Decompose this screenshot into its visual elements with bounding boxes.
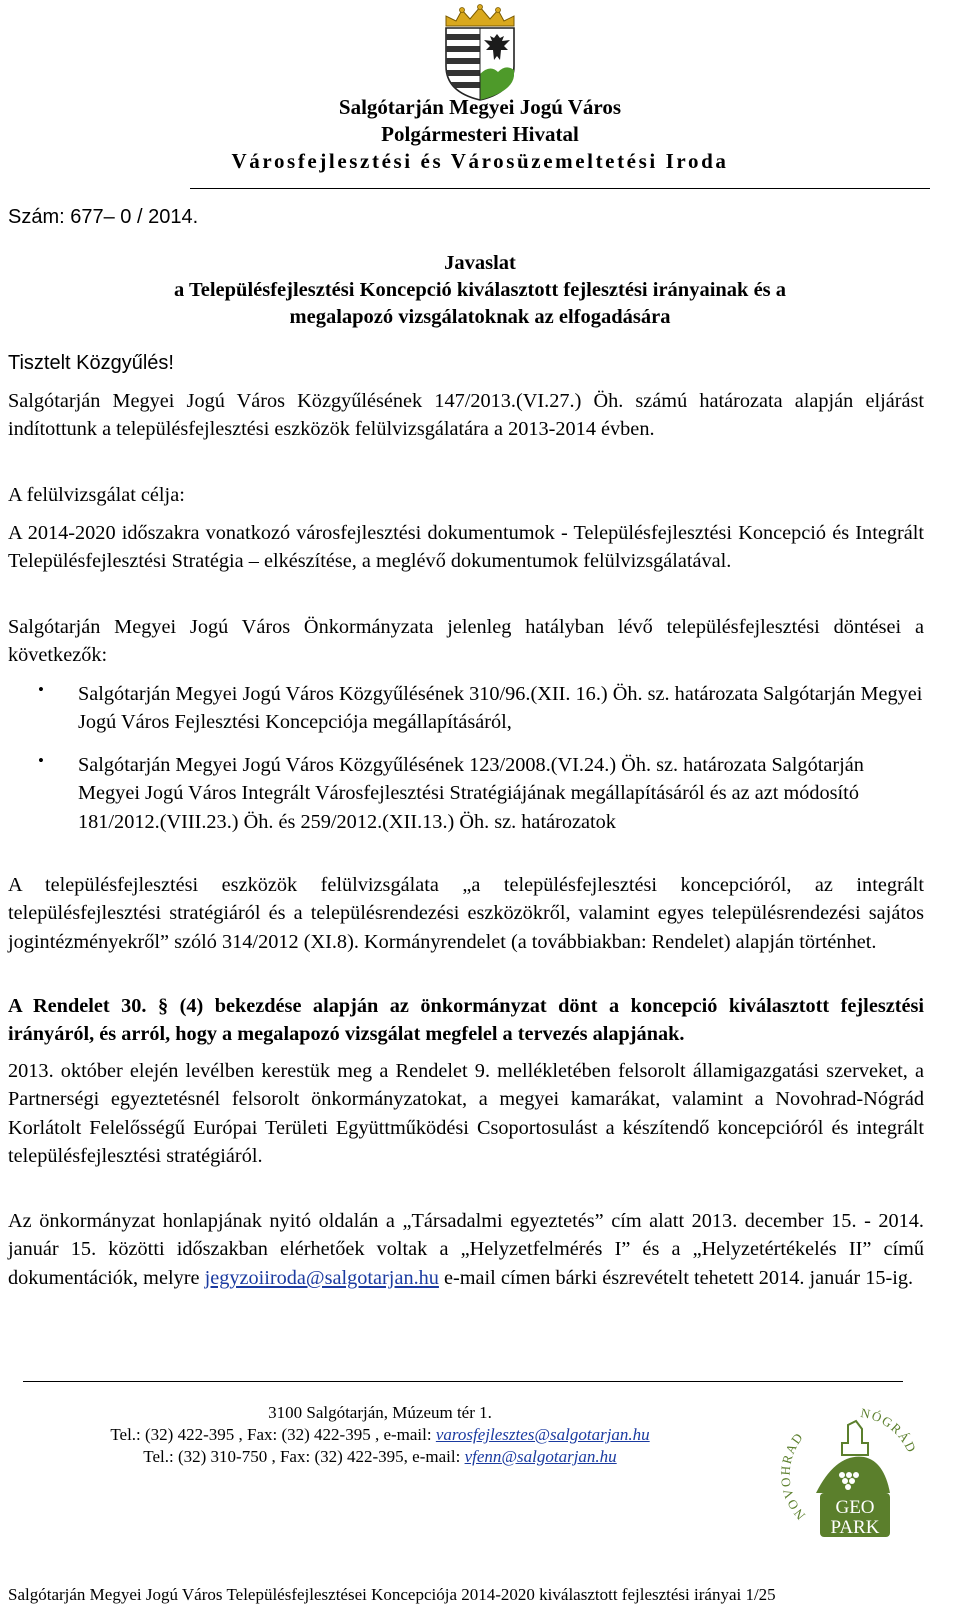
city-coat-of-arms [438,4,522,102]
header-department: Városfejlesztési és Városüzemeltetési Iroda [231,149,729,173]
paragraph-current-decisions: Salgótarján Megyei Jogú Város Önkormányzata jelenleg hatályban lévő településfejlesztési döntései a következők: [8,616,924,667]
paragraph-purpose-heading: A felülvizsgálat célja: [8,484,185,506]
salutation: Tisztelt Közgyűlés! [8,352,174,374]
svg-text:PARK: PARK [830,1517,880,1538]
header-office: Polgármesteri Hivatal [381,122,579,146]
proposal-title: Javaslat [444,252,516,274]
geopark-logo [776,1395,926,1545]
footer-divider [23,1381,903,1382]
bullet-marker: • [38,751,44,770]
header-divider [190,188,930,189]
svg-text:NÓGRÁD: NÓGRÁD [859,1404,920,1456]
footer-email-link[interactable]: vfenn@salgotarjan.hu [464,1447,617,1466]
paragraph-purpose: A 2014-2020 időszakra vonatkozó városfejlesztési dokumentumok - Településfejlesztési Koncepció és Integrált Településfejlesztési Stratégia – elkészítése, a meglévő dokumentumok felülvizsgálatával. [8,522,924,573]
list-item: Salgótarján Megyei Jogú Város Közgyűlésének 310/96.(XII. 16.) Öh. sz. határozata Salgótarján Megyei Jogú Város Fejlesztési Koncepciója megállapításáról, [78,683,923,734]
proposal-subtitle-line2: megalapozó vizsgálatoknak az elfogadására [289,306,671,328]
header-city-name: Salgótarján Megyei Jogú Város [338,95,622,119]
paragraph-legal-basis: A településfejlesztési eszközök felülvizsgálata „a településfejlesztési koncepcióról, az integrált településfejlesztési stratégiáról és a településrendezési eszközökről, valamint egyes településrendezési sajátos jogintézményekről” szóló 314/2012 (XI.8). Kormányrendelet (a továbbiakban: Rendelet) alapján történhet. [8,874,924,953]
svg-text:GEO: GEO [835,1497,875,1518]
paragraph-decree-bold: A Rendelet 30. § (4) bekezdése alapján az önkormányzat dönt a koncepció kiválasztott fejlesztési irányáról, és arról, hogy a megalapozó vizsgálat megfelel a tervezés alapjának. [8,995,924,1046]
footer-email-link[interactable]: varosfejlesztes@salgotarjan.hu [435,1425,650,1444]
paragraph-public-consultation: Az önkormányzat honlapjának nyitó oldalán a „Társadalmi egyeztetés” cím alatt 2013. december 15. - 2014. január 15. közötti időszakban elérhetőek voltak a „Helyzetfelmérés I” és a „Helyzetértékelés II” című dokumentációk, melyre jegyzoiiroda@salgotarjan.hu e-mail címen bárki észrevételt tehetett 2014. január 15-ig. [8,1210,924,1289]
page-footer-title: Salgótarján Megyei Jogú Város Településfejlesztései Koncepciója 2014-2020 kiválasztott fejlesztési irányai 1/25 [8,1585,776,1604]
paragraph-intro: Salgótarján Megyei Jogú Város Közgyűlésének 147/2013.(VI.27.) Öh. számú határozata alapján eljárást indítottunk a településfejlesztési eszközök felülvizsgálatára a 2013-2014 évben. [8,390,924,441]
document-number: Szám: 677– 0 / 2014. [8,206,199,228]
paragraph-consultation: 2013. október elején levélben kerestük meg a Rendelet 9. mellékletében felsorolt államigazgatási szerveket, a Partnerségi egyeztetésnél felsorolt önkormányzatokat, a megyei kamarákat, valamint a Novohrad-Nógrád Korlátolt Felelősségű Európai Területi Együttműködési Csoportosulást a készítendő koncepcióról és integrált településfejlesztési stratégiáról. [8,1060,924,1167]
email-link[interactable]: jegyzoiiroda@salgotarjan.hu [204,1266,439,1289]
bullet-marker: • [38,680,44,699]
footer-contact-2: Tel.: (32) 310-750 , Fax: (32) 422-395, e-mail: vfenn@salgotarjan.hu [143,1447,617,1466]
footer-address: 3100 Salgótarján, Múzeum tér 1. [268,1403,492,1422]
list-item: Salgótarján Megyei Jogú Város Közgyűlésének 123/2008.(VI.24.) Öh. sz. határozata Salgótarján Megyei Jogú Város Integrált Városfejlesztési Stratégiájának megállapításáról és az azt módosító 181/2012.(VIII.23.) Öh. és 259/2012.(XII.13.) Öh. sz. határozatok [78,754,864,833]
svg-text:NOVOHRAD: NOVOHRAD [777,1429,809,1523]
footer-contact-1: Tel.: (32) 422-395 , Fax: (32) 422-395 , e-mail: varosfejlesztes@salgotarjan.hu [110,1425,650,1444]
proposal-subtitle-line1: a Településfejlesztési Koncepció kiválasztott fejlesztési irányainak és a [173,279,787,301]
